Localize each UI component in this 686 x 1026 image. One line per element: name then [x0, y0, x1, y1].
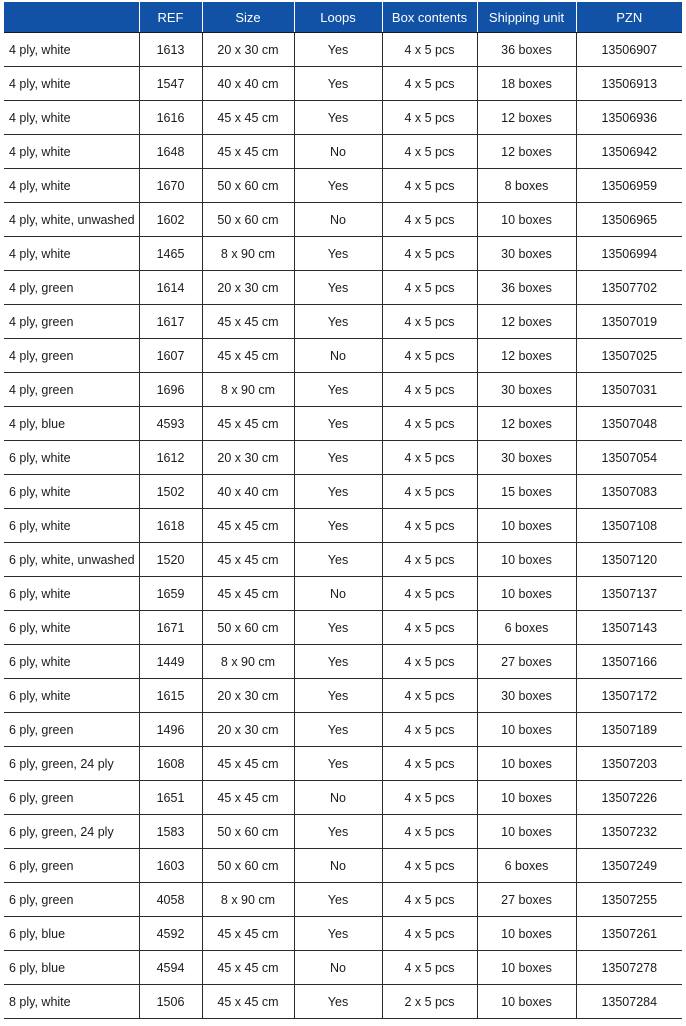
header-shipping-unit: Shipping unit — [477, 2, 576, 33]
cell-shipping-unit: 36 boxes — [477, 271, 576, 305]
cell-pzn: 13507137 — [576, 577, 682, 611]
cell-pzn: 13507284 — [576, 985, 682, 1019]
cell-loops: Yes — [294, 679, 382, 713]
cell-pzn: 13507278 — [576, 951, 682, 985]
cell-description: 6 ply, white — [4, 577, 139, 611]
cell-box-contents: 4 x 5 pcs — [382, 883, 477, 917]
cell-loops: Yes — [294, 67, 382, 101]
cell-shipping-unit: 10 boxes — [477, 951, 576, 985]
cell-ref: 1502 — [139, 475, 202, 509]
table-row — [4, 951, 682, 985]
cell-description: 4 ply, white — [4, 33, 139, 67]
cell-description: 6 ply, green, 24 ply — [4, 747, 139, 781]
cell-ref: 1607 — [139, 339, 202, 373]
cell-ref: 1496 — [139, 713, 202, 747]
cell-box-contents: 4 x 5 pcs — [382, 407, 477, 441]
cell-description: 6 ply, green — [4, 849, 139, 883]
cell-ref: 1696 — [139, 373, 202, 407]
cell-description: 6 ply, green, 24 ply — [4, 815, 139, 849]
cell-description: 4 ply, green — [4, 271, 139, 305]
cell-shipping-unit: 30 boxes — [477, 679, 576, 713]
cell-ref: 1465 — [139, 237, 202, 271]
cell-box-contents: 4 x 5 pcs — [382, 101, 477, 135]
table-row — [4, 815, 682, 849]
cell-loops: No — [294, 849, 382, 883]
cell-shipping-unit: 36 boxes — [477, 33, 576, 67]
cell-box-contents: 4 x 5 pcs — [382, 169, 477, 203]
cell-box-contents: 4 x 5 pcs — [382, 577, 477, 611]
cell-description: 6 ply, green — [4, 883, 139, 917]
table-row — [4, 169, 682, 203]
cell-description: 4 ply, white — [4, 101, 139, 135]
cell-shipping-unit: 12 boxes — [477, 135, 576, 169]
header-loops: Loops — [294, 2, 382, 33]
table-row — [4, 645, 682, 679]
cell-description: 4 ply, white — [4, 169, 139, 203]
cell-size: 20 x 30 cm — [202, 33, 294, 67]
cell-ref: 4058 — [139, 883, 202, 917]
cell-box-contents: 4 x 5 pcs — [382, 271, 477, 305]
cell-ref: 1520 — [139, 543, 202, 577]
cell-ref: 1608 — [139, 747, 202, 781]
cell-description: 4 ply, white — [4, 135, 139, 169]
cell-pzn: 13507232 — [576, 815, 682, 849]
cell-loops: Yes — [294, 33, 382, 67]
cell-loops: Yes — [294, 611, 382, 645]
cell-description: 6 ply, white — [4, 509, 139, 543]
cell-size: 45 x 45 cm — [202, 917, 294, 951]
cell-size: 45 x 45 cm — [202, 407, 294, 441]
cell-box-contents: 4 x 5 pcs — [382, 781, 477, 815]
cell-size: 45 x 45 cm — [202, 543, 294, 577]
cell-shipping-unit: 18 boxes — [477, 67, 576, 101]
cell-shipping-unit: 10 boxes — [477, 781, 576, 815]
cell-description: 4 ply, white — [4, 67, 139, 101]
cell-box-contents: 4 x 5 pcs — [382, 305, 477, 339]
table-row — [4, 271, 682, 305]
cell-shipping-unit: 6 boxes — [477, 849, 576, 883]
cell-size: 8 x 90 cm — [202, 883, 294, 917]
cell-loops: No — [294, 781, 382, 815]
cell-size: 50 x 60 cm — [202, 849, 294, 883]
cell-ref: 1618 — [139, 509, 202, 543]
header-box-contents: Box contents — [382, 2, 477, 33]
cell-loops: Yes — [294, 305, 382, 339]
cell-pzn: 13506994 — [576, 237, 682, 271]
cell-box-contents: 4 x 5 pcs — [382, 679, 477, 713]
cell-size: 20 x 30 cm — [202, 441, 294, 475]
cell-shipping-unit: 10 boxes — [477, 713, 576, 747]
cell-pzn: 13507025 — [576, 339, 682, 373]
cell-shipping-unit: 10 boxes — [477, 577, 576, 611]
cell-ref: 1651 — [139, 781, 202, 815]
cell-size: 20 x 30 cm — [202, 679, 294, 713]
table-row — [4, 849, 682, 883]
header-pzn: PZN — [576, 2, 682, 33]
cell-size: 50 x 60 cm — [202, 611, 294, 645]
header-row — [4, 2, 682, 33]
cell-size: 45 x 45 cm — [202, 135, 294, 169]
cell-pzn: 13507255 — [576, 883, 682, 917]
cell-description: 6 ply, green — [4, 713, 139, 747]
cell-pzn: 13506959 — [576, 169, 682, 203]
cell-pzn: 13506942 — [576, 135, 682, 169]
table-row — [4, 713, 682, 747]
cell-shipping-unit: 30 boxes — [477, 441, 576, 475]
table-row — [4, 203, 682, 237]
cell-ref: 1583 — [139, 815, 202, 849]
cell-ref: 1616 — [139, 101, 202, 135]
cell-description: 4 ply, green — [4, 339, 139, 373]
cell-box-contents: 4 x 5 pcs — [382, 67, 477, 101]
cell-description: 6 ply, white — [4, 679, 139, 713]
cell-shipping-unit: 30 boxes — [477, 373, 576, 407]
cell-size: 20 x 30 cm — [202, 271, 294, 305]
cell-box-contents: 4 x 5 pcs — [382, 917, 477, 951]
product-table — [4, 2, 682, 1019]
cell-description: 6 ply, blue — [4, 917, 139, 951]
header-ref: REF — [139, 2, 202, 33]
table-row — [4, 33, 682, 67]
cell-size: 45 x 45 cm — [202, 781, 294, 815]
cell-size: 50 x 60 cm — [202, 815, 294, 849]
header-description — [4, 2, 139, 33]
table-row — [4, 339, 682, 373]
table-row — [4, 917, 682, 951]
cell-loops: No — [294, 577, 382, 611]
cell-pzn: 13506936 — [576, 101, 682, 135]
cell-shipping-unit: 10 boxes — [477, 543, 576, 577]
cell-pzn: 13507019 — [576, 305, 682, 339]
cell-description: 4 ply, white, unwashed — [4, 203, 139, 237]
table-row — [4, 985, 682, 1019]
cell-description: 6 ply, white — [4, 475, 139, 509]
cell-shipping-unit: 27 boxes — [477, 645, 576, 679]
cell-ref: 1547 — [139, 67, 202, 101]
cell-box-contents: 4 x 5 pcs — [382, 441, 477, 475]
cell-size: 8 x 90 cm — [202, 373, 294, 407]
cell-loops: Yes — [294, 237, 382, 271]
cell-shipping-unit: 30 boxes — [477, 237, 576, 271]
cell-box-contents: 4 x 5 pcs — [382, 203, 477, 237]
cell-shipping-unit: 12 boxes — [477, 339, 576, 373]
cell-size: 45 x 45 cm — [202, 509, 294, 543]
cell-box-contents: 4 x 5 pcs — [382, 747, 477, 781]
cell-loops: Yes — [294, 101, 382, 135]
cell-ref: 1603 — [139, 849, 202, 883]
table-body — [4, 33, 682, 1019]
cell-shipping-unit: 10 boxes — [477, 815, 576, 849]
cell-ref: 1648 — [139, 135, 202, 169]
cell-size: 45 x 45 cm — [202, 747, 294, 781]
cell-pzn: 13507120 — [576, 543, 682, 577]
table-row — [4, 67, 682, 101]
cell-loops: Yes — [294, 475, 382, 509]
table-row — [4, 237, 682, 271]
product-table-container — [4, 2, 682, 1019]
cell-loops: Yes — [294, 509, 382, 543]
cell-description: 4 ply, green — [4, 305, 139, 339]
cell-loops: Yes — [294, 747, 382, 781]
table-row — [4, 509, 682, 543]
cell-loops: Yes — [294, 169, 382, 203]
table-row — [4, 543, 682, 577]
cell-ref: 1670 — [139, 169, 202, 203]
cell-ref: 1671 — [139, 611, 202, 645]
cell-pzn: 13507203 — [576, 747, 682, 781]
cell-pzn: 13506907 — [576, 33, 682, 67]
cell-description: 6 ply, white, unwashed — [4, 543, 139, 577]
cell-description: 6 ply, white — [4, 441, 139, 475]
cell-size: 40 x 40 cm — [202, 67, 294, 101]
cell-pzn: 13507031 — [576, 373, 682, 407]
cell-loops: Yes — [294, 441, 382, 475]
table-row — [4, 475, 682, 509]
cell-shipping-unit: 10 boxes — [477, 203, 576, 237]
cell-shipping-unit: 10 boxes — [477, 509, 576, 543]
cell-ref: 1612 — [139, 441, 202, 475]
table-row — [4, 747, 682, 781]
cell-shipping-unit: 12 boxes — [477, 101, 576, 135]
cell-pzn: 13506965 — [576, 203, 682, 237]
cell-description: 4 ply, white — [4, 237, 139, 271]
cell-ref: 1659 — [139, 577, 202, 611]
cell-description: 4 ply, green — [4, 373, 139, 407]
cell-pzn: 13507226 — [576, 781, 682, 815]
cell-loops: No — [294, 951, 382, 985]
cell-pzn: 13507143 — [576, 611, 682, 645]
cell-pzn: 13506913 — [576, 67, 682, 101]
header-size: Size — [202, 2, 294, 33]
table-row — [4, 781, 682, 815]
cell-box-contents: 4 x 5 pcs — [382, 475, 477, 509]
cell-description: 6 ply, white — [4, 645, 139, 679]
cell-ref: 4594 — [139, 951, 202, 985]
cell-ref: 1617 — [139, 305, 202, 339]
cell-box-contents: 4 x 5 pcs — [382, 849, 477, 883]
cell-loops: No — [294, 203, 382, 237]
cell-loops: Yes — [294, 407, 382, 441]
cell-shipping-unit: 8 boxes — [477, 169, 576, 203]
cell-pzn: 13507054 — [576, 441, 682, 475]
cell-size: 45 x 45 cm — [202, 305, 294, 339]
cell-box-contents: 4 x 5 pcs — [382, 815, 477, 849]
cell-shipping-unit: 15 boxes — [477, 475, 576, 509]
cell-description: 6 ply, green — [4, 781, 139, 815]
cell-pzn: 13507249 — [576, 849, 682, 883]
cell-box-contents: 4 x 5 pcs — [382, 645, 477, 679]
cell-size: 45 x 45 cm — [202, 951, 294, 985]
cell-size: 45 x 45 cm — [202, 577, 294, 611]
cell-box-contents: 4 x 5 pcs — [382, 543, 477, 577]
cell-box-contents: 4 x 5 pcs — [382, 339, 477, 373]
cell-ref: 1613 — [139, 33, 202, 67]
table-row — [4, 305, 682, 339]
cell-pzn: 13507172 — [576, 679, 682, 713]
cell-size: 8 x 90 cm — [202, 645, 294, 679]
cell-description: 8 ply, white — [4, 985, 139, 1019]
cell-shipping-unit: 12 boxes — [477, 305, 576, 339]
cell-description: 6 ply, white — [4, 611, 139, 645]
table-row — [4, 373, 682, 407]
cell-ref: 4592 — [139, 917, 202, 951]
cell-box-contents: 4 x 5 pcs — [382, 373, 477, 407]
cell-loops: Yes — [294, 815, 382, 849]
cell-loops: Yes — [294, 713, 382, 747]
cell-box-contents: 4 x 5 pcs — [382, 33, 477, 67]
table-row — [4, 577, 682, 611]
cell-size: 50 x 60 cm — [202, 203, 294, 237]
cell-shipping-unit: 10 boxes — [477, 747, 576, 781]
cell-loops: Yes — [294, 373, 382, 407]
cell-pzn: 13507189 — [576, 713, 682, 747]
cell-pzn: 13507108 — [576, 509, 682, 543]
table-row — [4, 101, 682, 135]
cell-shipping-unit: 6 boxes — [477, 611, 576, 645]
cell-pzn: 13507083 — [576, 475, 682, 509]
cell-loops: Yes — [294, 917, 382, 951]
cell-loops: Yes — [294, 883, 382, 917]
cell-box-contents: 4 x 5 pcs — [382, 713, 477, 747]
cell-ref: 1449 — [139, 645, 202, 679]
table-row — [4, 883, 682, 917]
cell-loops: No — [294, 135, 382, 169]
cell-pzn: 13507166 — [576, 645, 682, 679]
cell-shipping-unit: 27 boxes — [477, 883, 576, 917]
cell-box-contents: 4 x 5 pcs — [382, 611, 477, 645]
cell-loops: Yes — [294, 543, 382, 577]
cell-shipping-unit: 12 boxes — [477, 407, 576, 441]
cell-ref: 1602 — [139, 203, 202, 237]
cell-box-contents: 4 x 5 pcs — [382, 509, 477, 543]
table-row — [4, 611, 682, 645]
cell-size: 40 x 40 cm — [202, 475, 294, 509]
cell-box-contents: 4 x 5 pcs — [382, 951, 477, 985]
cell-description: 4 ply, blue — [4, 407, 139, 441]
cell-size: 8 x 90 cm — [202, 237, 294, 271]
cell-loops: Yes — [294, 985, 382, 1019]
cell-shipping-unit: 10 boxes — [477, 985, 576, 1019]
cell-ref: 1615 — [139, 679, 202, 713]
cell-ref: 1506 — [139, 985, 202, 1019]
cell-size: 45 x 45 cm — [202, 339, 294, 373]
cell-loops: Yes — [294, 645, 382, 679]
cell-shipping-unit: 10 boxes — [477, 917, 576, 951]
table-row — [4, 441, 682, 475]
cell-box-contents: 2 x 5 pcs — [382, 985, 477, 1019]
cell-pzn: 13507048 — [576, 407, 682, 441]
cell-size: 50 x 60 cm — [202, 169, 294, 203]
table-row — [4, 135, 682, 169]
cell-loops: No — [294, 339, 382, 373]
cell-size: 20 x 30 cm — [202, 713, 294, 747]
cell-pzn: 13507702 — [576, 271, 682, 305]
cell-loops: Yes — [294, 271, 382, 305]
cell-description: 6 ply, blue — [4, 951, 139, 985]
table-row — [4, 407, 682, 441]
cell-ref: 1614 — [139, 271, 202, 305]
cell-pzn: 13507261 — [576, 917, 682, 951]
cell-box-contents: 4 x 5 pcs — [382, 237, 477, 271]
cell-size: 45 x 45 cm — [202, 985, 294, 1019]
cell-box-contents: 4 x 5 pcs — [382, 135, 477, 169]
table-row — [4, 679, 682, 713]
cell-ref: 4593 — [139, 407, 202, 441]
cell-size: 45 x 45 cm — [202, 101, 294, 135]
table-header — [4, 2, 682, 33]
